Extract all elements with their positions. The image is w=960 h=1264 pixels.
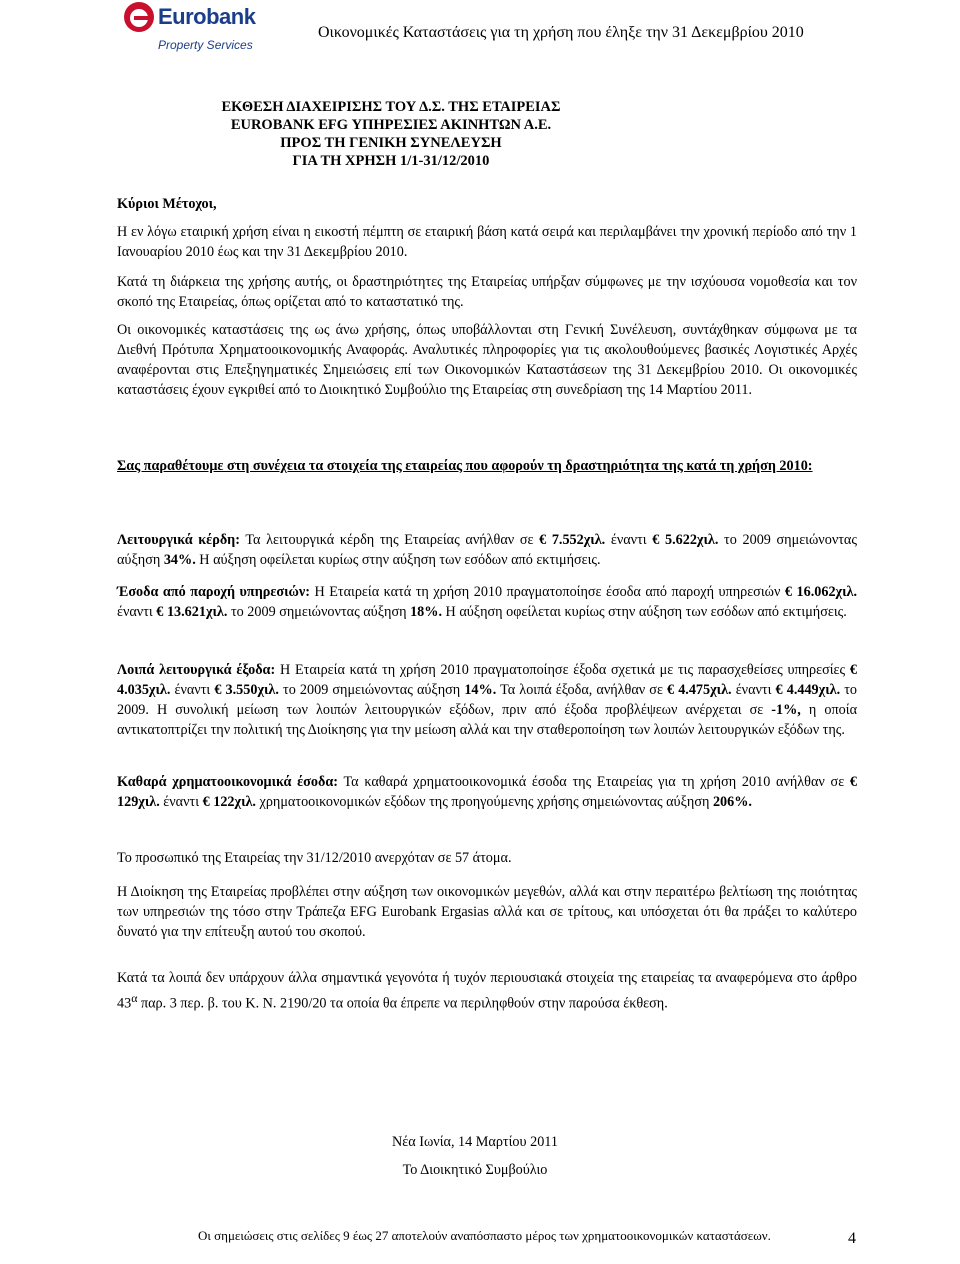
text-span: η οποία αντικατοπτρίζει την πολιτική της Διοίκησης για την μείωση αλλά και την σταθεροποίηση των λοιπών λειτουργικών εξόδων της. [117, 702, 857, 738]
value: € 122χιλ. [202, 794, 256, 810]
value: € 4.035χιλ. [117, 662, 857, 698]
text-span: έναντι [170, 682, 215, 698]
value: 18%. [410, 604, 442, 620]
eurobank-logo-icon [124, 2, 154, 32]
value: -1%, [771, 702, 801, 718]
operating-profit-label: Λειτουργικά κέρδη: [117, 532, 240, 548]
report-title-line-1: ΕΚΘΕΣΗ ΔΙΑΧΕΙΡΙΣΗΣ ΤΟΥ Δ.Σ. ΤΗΣ ΕΤΑΙΡΕΙΑΣ [221, 99, 561, 115]
text-span: Κατά τα λοιπά δεν υπάρχουν άλλα σημαντικά γεγονότα ή τυχόν περιουσιακά στοιχεία της εταιρείας τα αναφερόμενα στο άρθρο 43 [117, 970, 857, 1012]
value: € 13.621χιλ. [156, 604, 228, 620]
text-span: έναντι [605, 532, 653, 548]
value: € 16.062χιλ. [784, 584, 858, 600]
text-span: έναντι [159, 794, 203, 810]
paragraph-closing [117, 968, 857, 1014]
header-title: Οικονομικές Καταστάσεις για τη χρήση που έληξε την 31 Δεκεμβρίου 2010 [318, 24, 804, 41]
intro-text: Σας παραθέτουμε στη συνέχεια τα στοιχεία της εταιρείας που αφορούν τη δραστηριότητα της κατά τη χρήση 2010: [117, 458, 813, 474]
text-span: Τα λειτουργικά κέρδη της Εταιρείας ανήλθαν σε [239, 532, 540, 548]
text-span: το 2009 σημειώνοντας αύξηση [278, 682, 465, 698]
report-title-line-2: EUROBANK EFG ΥΠΗΡΕΣΙΕΣ ΑΚΙΝΗΤΩΝ Α.Ε. [230, 117, 552, 133]
footer-note: Οι σημειώσεις στις σελίδες 9 έως 27 αποτελούν αναπόσπαστο μέρος των χρηματοοικονομικών καταστάσεων. [198, 1228, 771, 1243]
paragraph-other-expenses [117, 660, 857, 740]
signature-place-date: Νέα Ιωνία, 14 Μαρτίου 2011 [392, 1134, 558, 1150]
value: € 129χιλ. [117, 774, 857, 810]
text-span: το 2009 σημειώνοντας αύξηση [117, 532, 857, 568]
logo-brand-name: Eurobank [158, 4, 256, 29]
text-span: Η Εταιρεία κατά τη χρήση 2010 πραγματοποίησε έσοδα από παροχή υπηρεσιών [309, 584, 785, 600]
text-span: παρ. 3 περ. β. του Κ. Ν. 2190/20 τα οποία θα έπρεπε να περιληφθούν στην παρούσα έκθεση. [137, 995, 668, 1012]
paragraph-activities: Κατά τη διάρκεια της χρήσης αυτής, οι δραστηριότητες της Εταιρείας υπήρξαν σύμφωνες με την ισχύουσα νομοθεσία και τον σκοπό της Εταιρείας, όπως ορίζεται από το καταστατικό της. [117, 274, 857, 310]
text-span: χρηματοοικονομικών εξόδων της προηγούμενης χρήσης σημειώνοντας αύξηση [255, 794, 713, 810]
value: € 5.622χιλ. [652, 532, 719, 548]
net-finance-label: Καθαρά χρηματοοικονομικά έσοδα: [117, 774, 338, 790]
paragraph-net-finance-income [117, 772, 857, 812]
text-span: Η αύξηση οφείλεται κυρίως στην αύξηση των εσόδων από εκτιμήσεις. [195, 552, 601, 568]
report-title-line-3: ΠΡΟΣ ΤΗ ΓΕΝΙΚΗ ΣΥΝΕΛΕΥΣΗ [280, 135, 502, 151]
text-span: Τα λοιπά έξοδα, ανήλθαν σε [496, 682, 667, 698]
paragraph-management-outlook: Η Διοίκηση της Εταιρείας προβλέπει στην αύξηση των οικονομικών μεγεθών, αλλά και στην περαιτέρω βελτίωση της ποιότητας των υπηρεσιών της τόσο στην Τράπεζα EFG Eurobank Ergasias αλλά και σε τρίτους, και υπόσχεται ότι θα πράξει το καλύτερο δυνατό για την επίτευξη αυτού του σκοπού. [117, 884, 857, 940]
value: 34%. [163, 552, 196, 568]
text-span: έναντι [731, 682, 776, 698]
signature-board: Το Διοικητικό Συμβούλιο [402, 1162, 548, 1178]
page-number: 4 [848, 1230, 856, 1247]
services-income-label: Έσοδα από παροχή υπηρεσιών: [117, 584, 310, 600]
page-header [110, 0, 870, 64]
value: € 7.552χιλ. [539, 532, 606, 548]
report-title [181, 98, 601, 170]
paragraph-financial-statements: Οι οικονομικές καταστάσεις της ως άνω χρήσης, όπως υποβάλλονται στη Γενική Συνέλευση, συντάχθηκαν σύμφωνα με τα Διεθνή Πρότυπα Χρηματοοικονομικής Αναφοράς. Αναλυτικές πληροφορίες για τις ακολουθούμενες βασικές Λογιστικές Αρχές αναφέρονται στις Επεξηγηματικές Σημειώσεις επί των Οικονομικών Καταστάσεων της 31 Δεκεμβρίου 2010. Οι οικονομικές καταστάσεις έχουν εγκριθεί από το Διοικητικό Συμβούλιο της Εταιρείας στη συνεδρίαση της 14 Μαρτίου 2011. [117, 322, 857, 398]
text-span: Η Εταιρεία κατά τη χρήση 2010 πραγματοποίησε έξοδα σχετικά με τις παρασχεθείσες υπηρεσίες [275, 662, 850, 678]
value: € 4.475χιλ. [667, 682, 732, 698]
text-span: το 2009. Η συνολική μείωση των λοιπών λειτουργικών εξόδων, πριν από έξοδα προβλέψεων ανέρχεται σε [117, 682, 858, 718]
value: € 3.550χιλ. [214, 682, 279, 698]
value: 206%. [712, 794, 752, 810]
logo-brand-subtitle: Property Services [158, 38, 253, 52]
superscript: α [131, 991, 138, 1005]
text-span: το 2009 σημειώνοντας αύξηση [227, 604, 411, 620]
value: € 4.449χιλ. [775, 682, 841, 698]
text-span: Η αύξηση οφείλεται κυρίως στην αύξηση των εσόδων από εκτιμήσεις. [441, 604, 847, 620]
paragraph-fiscal-year: Η εν λόγω εταιρική χρήση είναι η εικοστή πέμπτη σε εταιρική βάση κατά σειρά και περιλαμβάνει την χρονική περίοδο από την 1 Ιανουαρίου 2010 έως και την 31 Δεκεμβρίου 2010. [117, 224, 857, 260]
paragraph-operating-profit [117, 530, 857, 570]
paragraph-intro [117, 456, 857, 476]
report-title-line-4: ΓΙΑ ΤΗ ΧΡΗΣΗ 1/1-31/12/2010 [292, 153, 490, 169]
text-span: έναντι [117, 604, 157, 620]
eurobank-logo [124, 2, 264, 62]
paragraph-services-income [117, 582, 857, 622]
text-span: Τα καθαρά χρηματοοικονομικά έσοδα της Εταιρείας για τη χρήση 2010 ανήλθαν σε [338, 774, 850, 790]
value: 14%. [464, 682, 497, 698]
paragraph-staff: Το προσωπικό της Εταιρείας την 31/12/2010 ανερχόταν σε 57 άτομα. [117, 850, 512, 866]
other-expenses-label: Λοιπά λειτουργικά έξοδα: [117, 662, 276, 678]
salutation: Κύριοι Μέτοχοι, [117, 196, 217, 212]
